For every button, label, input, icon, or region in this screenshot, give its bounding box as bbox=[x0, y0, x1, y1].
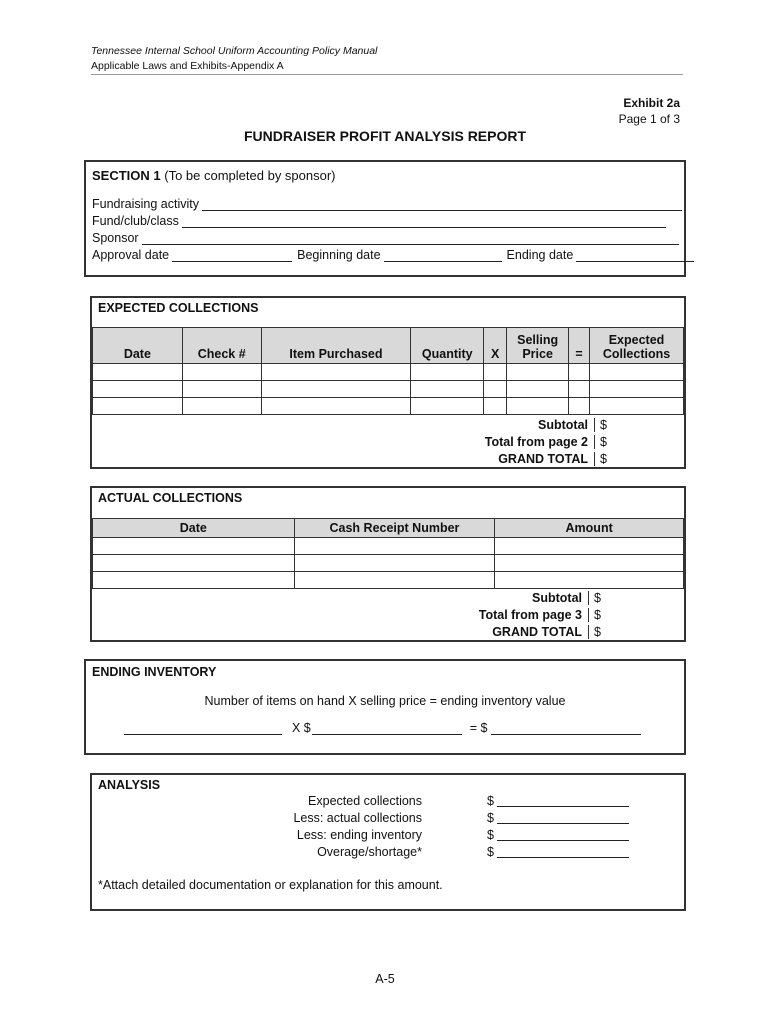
analysis-title: ANALYSIS bbox=[98, 778, 161, 792]
col-selling-price: Selling Price bbox=[507, 328, 569, 364]
actual-total-page-row bbox=[92, 606, 684, 623]
analysis-note: *Attach detailed documentation or explanation for this amount. bbox=[98, 878, 443, 892]
actual-subtotal-label: Subtotal bbox=[532, 590, 582, 605]
page-number: A-5 bbox=[375, 972, 395, 986]
col-x: X bbox=[484, 328, 507, 364]
manual-title: Tennessee Internal School Uniform Accounting Policy Manual bbox=[91, 45, 378, 57]
beginning-date-field[interactable] bbox=[384, 250, 502, 262]
col-equals: = bbox=[569, 328, 590, 364]
table-cell[interactable] bbox=[93, 364, 183, 381]
table-row bbox=[93, 364, 684, 381]
table-row bbox=[93, 572, 684, 589]
col-check: Check # bbox=[182, 328, 261, 364]
table-cell[interactable] bbox=[411, 398, 484, 415]
table-cell[interactable] bbox=[495, 572, 684, 589]
sponsor-field[interactable] bbox=[142, 233, 679, 245]
col-item-purchased: Item Purchased bbox=[261, 328, 411, 364]
analysis-label: Overage/shortage* bbox=[317, 845, 422, 859]
table-cell[interactable] bbox=[261, 398, 411, 415]
overage-shortage-field[interactable] bbox=[497, 845, 629, 858]
table-cell[interactable] bbox=[590, 364, 684, 381]
col-amount: Amount bbox=[495, 519, 684, 538]
expected-collections-title: EXPECTED COLLECTIONS bbox=[98, 301, 259, 315]
fund-club-class-label: Fund/club/class bbox=[92, 214, 179, 228]
table-cell[interactable] bbox=[484, 381, 507, 398]
section-1-label: SECTION 1 bbox=[92, 168, 161, 183]
ending-inventory-box bbox=[84, 659, 686, 755]
table-cell[interactable] bbox=[411, 381, 484, 398]
dollar-sign: $ bbox=[487, 828, 494, 842]
selling-price-field[interactable] bbox=[312, 723, 462, 735]
table-cell[interactable] bbox=[93, 381, 183, 398]
col-date: Date bbox=[93, 519, 295, 538]
table-cell[interactable] bbox=[294, 538, 495, 555]
expected-subtotal-row bbox=[92, 416, 684, 433]
fund-club-class-field[interactable] bbox=[182, 216, 666, 228]
dollar-sign: $ bbox=[487, 845, 494, 859]
expected-collections-table bbox=[92, 327, 684, 415]
table-cell[interactable] bbox=[484, 364, 507, 381]
actual-totals bbox=[92, 589, 684, 640]
fundraising-activity-label: Fundraising activity bbox=[92, 197, 199, 211]
table-cell[interactable] bbox=[590, 398, 684, 415]
section-1-note: (To be completed by sponsor) bbox=[164, 168, 336, 183]
table-cell[interactable] bbox=[182, 381, 261, 398]
analysis-label: Less: ending inventory bbox=[296, 828, 422, 842]
table-cell[interactable] bbox=[261, 364, 411, 381]
table-row bbox=[93, 398, 684, 415]
ending-date-label: Ending date bbox=[506, 248, 574, 262]
ending-inventory-field[interactable] bbox=[497, 828, 629, 841]
table-cell[interactable] bbox=[93, 555, 295, 572]
expected-grand-total-label: GRAND TOTAL bbox=[498, 451, 588, 466]
inventory-value-field[interactable] bbox=[491, 723, 641, 735]
sponsor-row bbox=[92, 229, 679, 245]
analysis-row-actual bbox=[92, 811, 629, 825]
table-cell[interactable] bbox=[294, 572, 495, 589]
col-expected-collections: Expected Collections bbox=[590, 328, 684, 364]
ending-inventory-title: ENDING INVENTORY bbox=[92, 665, 217, 679]
table-cell[interactable] bbox=[93, 572, 295, 589]
exhibit-label: Exhibit 2a bbox=[623, 96, 680, 110]
sponsor-label: Sponsor bbox=[92, 231, 139, 245]
table-cell[interactable] bbox=[182, 398, 261, 415]
table-cell[interactable] bbox=[569, 364, 590, 381]
appendix-subtitle: Applicable Laws and Exhibits-Appendix A bbox=[91, 60, 284, 72]
expected-subtotal-label: Subtotal bbox=[538, 417, 588, 432]
actual-total-page-value[interactable]: $ bbox=[588, 608, 684, 622]
analysis-row-inventory bbox=[92, 828, 629, 842]
table-row bbox=[93, 538, 684, 555]
table-cell[interactable] bbox=[182, 364, 261, 381]
beginning-date-label: Beginning date bbox=[297, 248, 381, 262]
table-cell[interactable] bbox=[93, 398, 183, 415]
table-cell[interactable] bbox=[569, 381, 590, 398]
actual-collections-table bbox=[92, 518, 684, 589]
analysis-row-overage bbox=[92, 845, 629, 859]
col-cash-receipt-number: Cash Receipt Number bbox=[294, 519, 495, 538]
dollar-sign: $ bbox=[487, 811, 494, 825]
table-cell[interactable] bbox=[294, 555, 495, 572]
fund-club-class-row bbox=[92, 212, 666, 228]
analysis-label: Expected collections bbox=[308, 794, 422, 808]
dollar-sign: $ bbox=[487, 794, 494, 808]
expected-totals bbox=[92, 416, 684, 467]
expected-grand-total-row bbox=[92, 450, 684, 467]
table-cell[interactable] bbox=[569, 398, 590, 415]
actual-subtotal-value[interactable]: $ bbox=[588, 591, 684, 605]
equals-sign: = $ bbox=[469, 721, 488, 735]
section-1-box bbox=[84, 160, 686, 277]
table-cell[interactable] bbox=[495, 538, 684, 555]
times-sign: X $ bbox=[292, 721, 311, 735]
fundraising-activity-field[interactable] bbox=[202, 199, 682, 211]
fundraising-activity-row bbox=[92, 195, 682, 211]
table-row bbox=[93, 381, 684, 398]
expected-grand-total-value[interactable]: $ bbox=[594, 452, 684, 466]
analysis-row-expected bbox=[92, 794, 629, 808]
actual-subtotal-row bbox=[92, 589, 684, 606]
expected-total-page-row bbox=[92, 433, 684, 450]
col-quantity: Quantity bbox=[411, 328, 484, 364]
expected-total-page-value[interactable]: $ bbox=[594, 435, 684, 449]
approval-date-field[interactable] bbox=[172, 250, 292, 262]
inventory-formula: Number of items on hand X selling price = ending inventory value bbox=[204, 694, 566, 708]
expected-subtotal-value[interactable]: $ bbox=[594, 418, 684, 432]
table-row bbox=[93, 555, 684, 572]
table-cell[interactable] bbox=[507, 364, 569, 381]
items-on-hand-field[interactable] bbox=[124, 723, 282, 735]
actual-grand-total-row bbox=[92, 623, 684, 640]
report-title: FUNDRAISER PROFIT ANALYSIS REPORT bbox=[243, 128, 527, 144]
analysis-box bbox=[90, 773, 686, 911]
expected-collections-box bbox=[90, 296, 686, 469]
table-cell[interactable] bbox=[507, 381, 569, 398]
section-1-title bbox=[92, 168, 336, 183]
table-cell[interactable] bbox=[261, 381, 411, 398]
actual-grand-total-value[interactable]: $ bbox=[588, 625, 684, 639]
table-cell[interactable] bbox=[484, 398, 507, 415]
ending-date-field[interactable] bbox=[576, 250, 694, 262]
expected-total-page-label: Total from page 2 bbox=[484, 434, 588, 449]
dates-row bbox=[92, 246, 694, 262]
actual-collections-title: ACTUAL COLLECTIONS bbox=[98, 491, 243, 505]
analysis-label: Less: actual collections bbox=[293, 811, 422, 825]
expected-collections-field[interactable] bbox=[497, 794, 629, 807]
table-cell[interactable] bbox=[495, 555, 684, 572]
actual-collections-box bbox=[90, 486, 686, 642]
table-cell[interactable] bbox=[590, 381, 684, 398]
actual-total-page-label: Total from page 3 bbox=[478, 607, 582, 622]
table-cell[interactable] bbox=[411, 364, 484, 381]
approval-date-label: Approval date bbox=[92, 248, 170, 262]
page-indicator: Page 1 of 3 bbox=[618, 112, 680, 126]
col-date: Date bbox=[93, 328, 183, 364]
table-cell[interactable] bbox=[93, 538, 295, 555]
header-rule bbox=[91, 74, 683, 75]
actual-grand-total-label: GRAND TOTAL bbox=[492, 624, 582, 639]
inventory-calc-row bbox=[124, 721, 641, 735]
actual-collections-field[interactable] bbox=[497, 811, 629, 824]
table-cell[interactable] bbox=[507, 398, 569, 415]
